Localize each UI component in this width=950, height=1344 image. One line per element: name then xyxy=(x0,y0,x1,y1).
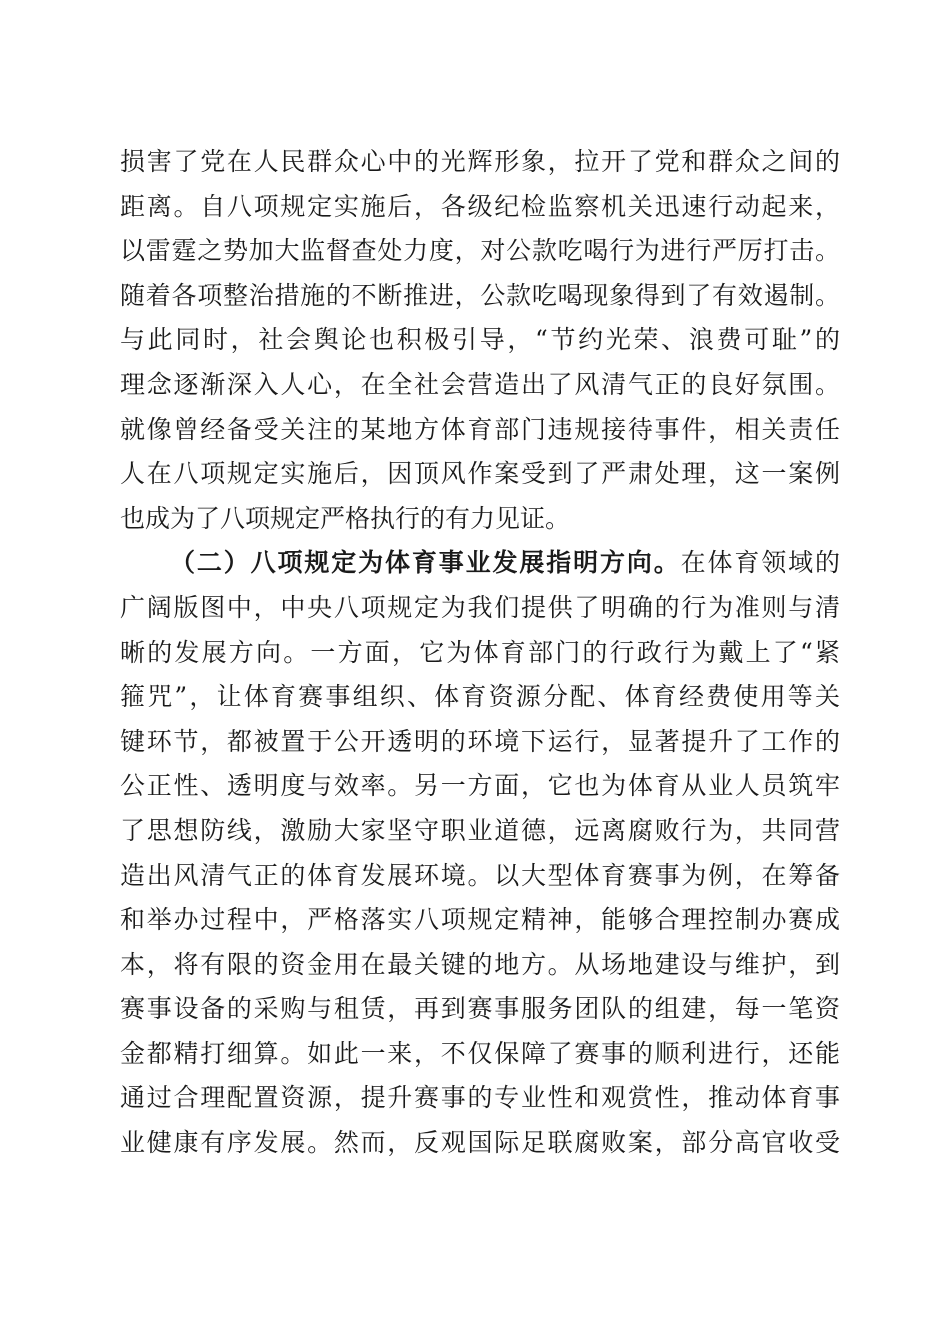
paragraph-2-line-1-rest: 在体育领域的 xyxy=(680,548,840,578)
paragraph-1-line-7: 就像曾经备受关注的某地方体育部门违规接待事件，相关责任 xyxy=(120,414,840,444)
paragraph-1-line-5: 与此同时，社会舆论也积极引导，“节约光荣、浪费可耻”的 xyxy=(120,325,840,355)
paragraph-1-line-2: 距离。自八项规定实施后，各级纪检监察机关迅速行动起来， xyxy=(120,191,840,221)
paragraph-1-line-4: 随着各项整治措施的不断推进，公款吃喝现象得到了有效遏制。 xyxy=(120,280,840,310)
paragraph-1-line-6: 理念逐渐深入人心，在全社会营造出了风清气正的良好氛围。 xyxy=(120,369,840,399)
paragraph-2-line-9: 和举办过程中，严格落实八项规定精神，能够合理控制办赛成 xyxy=(120,905,840,935)
paragraph-2-line-2: 广阔版图中，中央八项规定为我们提供了明确的行为准则与清 xyxy=(120,592,840,622)
paragraph-2-line-4: 箍咒”，让体育赛事组织、体育资源分配、体育经费使用等关 xyxy=(120,682,840,712)
document-body xyxy=(120,140,840,1166)
paragraph-2-line-3: 晰的发展方向。一方面，它为体育部门的行政行为戴上了“紧 xyxy=(120,637,840,667)
paragraph-2-line-11: 赛事设备的采购与租赁，再到赛事服务团队的组建，每一笔资 xyxy=(120,994,840,1024)
section-heading: （二）八项规定为体育事业发展指明方向。 xyxy=(170,548,681,578)
paragraph-2-line-13: 通过合理配置资源，提升赛事的专业性和观赏性，推动体育事 xyxy=(120,1083,840,1113)
paragraph-2-line-6: 公正性、透明度与效率。另一方面，它也为体育从业人员筑牢 xyxy=(120,771,840,801)
paragraph-2-line-5: 键环节，都被置于公开透明的环境下运行，显著提升了工作的 xyxy=(120,726,840,756)
paragraph-2-line-7: 了思想防线，激励大家坚守职业道德，远离腐败行为，共同营 xyxy=(120,815,840,845)
paragraph-2-line-14: 业健康有序发展。然而，反观国际足联腐败案，部分高官收受 xyxy=(120,1128,840,1158)
paragraph-2-line-10: 本，将有限的资金用在最关键的地方。从场地建设与维护，到 xyxy=(120,949,840,979)
paragraph-2-first-line xyxy=(120,541,840,586)
paragraph-2-line-12: 金都精打细算。如此一来，不仅保障了赛事的顺利进行，还能 xyxy=(120,1038,840,1068)
paragraph-1-line-1: 损害了党在人民群众心中的光辉形象，拉开了党和群众之间的 xyxy=(120,147,840,176)
paragraph-2-line-8: 造出风清气正的体育发展环境。以大型体育赛事为例，在筹备 xyxy=(120,860,840,890)
paragraph-1-line-3: 以雷霆之势加大监督查处力度，对公款吃喝行为进行严厉打击。 xyxy=(120,236,840,266)
paragraph-1-line-8: 人在八项规定实施后，因顶风作案受到了严肃处理，这一案例 xyxy=(120,459,840,489)
paragraph-1-line-9: 也成为了八项规定严格执行的有力见证。 xyxy=(120,503,571,533)
